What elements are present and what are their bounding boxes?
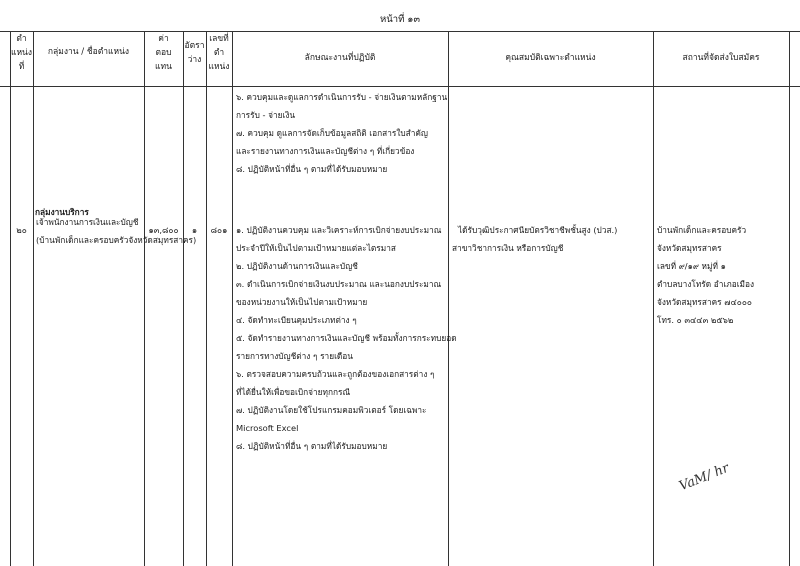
header-group: กลุ่มงาน / ชื่อตำแหน่ง [47,47,130,57]
continued-duties [236,88,447,178]
address-line: เลขที่ ๙/๑๙ หมู่ที่ ๑ [657,261,726,271]
duty-line: ๓. ดำเนินการเบิกจ่ายเงินงบประมาณ และนอกงบประมาณ [236,279,442,289]
signature: VaM/ hr [677,460,732,495]
header-pay: ค่า ตอบ แทน [155,34,172,72]
pay-rate: ๑๓,๘๐๐ [148,225,179,235]
duty-line: ๖. ควบคุมและดูแลการดำเนินการรับ - จ่ายเงินตามหลักฐาน [236,92,448,102]
header-position-number: เลขที่ ตำ แหน่ง [208,34,230,72]
header-rate: อัตรา ว่าง [184,41,205,65]
duty-line: ๒. ปฏิบัติงานด้านการเงินและบัญชี [236,261,358,271]
duty-line: ๗. ปฏิบัติงานโดยใช้โปรแกรมคอมพิวเตอร์ โดยเฉพาะ [236,405,427,415]
qualifications [452,221,617,257]
vacancy-count: ๑ [191,225,198,235]
address-line: ตำบลบางโทรัด อำเภอเมือง [657,279,755,289]
position-title: เจ้าพนักงานการเงินและบัญชี [36,217,139,227]
duty-line: การรับ - จ่ายเงิน [236,110,296,120]
qualification-line: ได้รับวุฒิประกาศนียบัตรวิชาชีพชั้นสูง (ปวส.) [458,225,618,235]
page-number: หน้าที่ ๑๓ [380,14,420,25]
duty-line: ๖. ตรวจสอบความครบถ้วนและถูกต้องของเอกสารต่าง ๆ [236,369,435,379]
header-qualifications: คุณสมบัติเฉพาะตำแหน่ง [505,53,596,63]
application-place [657,221,754,329]
address-line: จังหวัดสมุทรสาคร ๗๔๐๐๐ [657,297,752,307]
duty-line: ๗. ควบคุม ดูแลการจัดเก็บข้อมูลสถิติ เอกสารใบสำคัญ [236,128,428,138]
row-number: ๒๐ [16,225,27,235]
duty-line: ๘. ปฏิบัติหน้าที่อื่น ๆ ตามที่ได้รับมอบหมาย [236,441,388,451]
duties-list [236,221,457,455]
qualification-line: สาขาวิชาการเงิน หรือการบัญชี [452,243,564,253]
duty-line: ของหน่วยงานให้เป็นไปตามเป้าหมาย [236,297,368,307]
duty-line: ๑. ปฏิบัติงานควบคุม และวิเคราะห์การเบิกจ่ายงบประมาณ [236,225,442,235]
address-line: บ้านพักเด็กและครอบครัว [657,225,747,235]
header-position-no: ตำ แหน่ง ที่ [10,34,33,72]
address-line: โทร. ๐ ๓๔๔๓ ๒๕๖๒ [657,315,734,325]
duty-line: ๕. จัดทำรายงานทางการเงินและบัญชี พร้อมทั้งการกระทบยอด [236,333,457,343]
position-number: ๘๐๑ [210,225,228,235]
duty-line: รายการทางบัญชีต่าง ๆ รายเดือน [236,351,353,361]
duty-line: ๘. ปฏิบัติหน้าที่อื่น ๆ ตามที่ได้รับมอบหมาย [236,164,388,174]
duty-line: ประจำปีให้เป็นไปตามเป้าหมายแต่ละไตรมาส [236,243,396,253]
header-duties: ลักษณะงานที่ปฏิบัติ [304,53,376,63]
duty-line: Microsoft Excel [236,423,299,433]
position-unit: (บ้านพักเด็กและครอบครัวจังหวัดสมุทรสาคร) [36,235,197,245]
duty-line: ที่ได้ยื่นให้เพื่อขอเบิกจ่ายทุกกรณี [236,387,351,397]
address-line: จังหวัดสมุทรสาคร [657,243,722,253]
duty-line: ๔. จัดทำทะเบียนคุมประเภทต่าง ๆ [236,315,357,325]
header-application-place: สถานที่จัดส่งใบสมัคร [682,53,760,63]
duty-line: และรายงานทางการเงินและบัญชีต่าง ๆ ที่เกี่ยวข้อง [236,146,415,156]
group-title: กลุ่มงานบริการ [35,207,89,217]
